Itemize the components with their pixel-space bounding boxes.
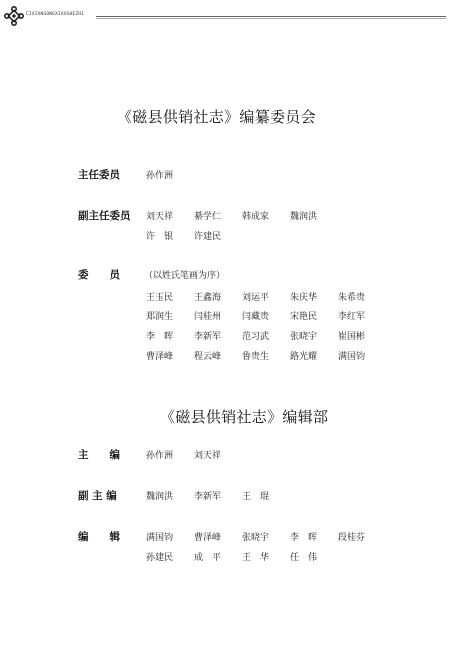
chief-editor-name: 刘天祥 bbox=[194, 451, 222, 461]
deputy-editor-name: 魏润洪 bbox=[146, 492, 174, 502]
editor-name: 孙建民 bbox=[146, 553, 174, 563]
member-name: 李红军 bbox=[338, 312, 366, 322]
member-order-note: （以姓氏笔画为序） bbox=[144, 271, 226, 281]
editor-name: 王 华 bbox=[242, 553, 270, 563]
member-name: 范习武 bbox=[242, 332, 270, 342]
member-name: 李新军 bbox=[194, 332, 222, 342]
editor-name: 李 晖 bbox=[290, 533, 318, 543]
member-name: 刘运平 bbox=[242, 293, 270, 303]
member-name: 朱庆华 bbox=[290, 293, 318, 303]
editor-name: 满国钧 bbox=[146, 533, 174, 543]
editor-name: 成 平 bbox=[194, 553, 222, 563]
deputy-editor-name: 王 琨 bbox=[242, 492, 270, 502]
editor-name: 曹泽峰 bbox=[194, 533, 222, 543]
member-name: 满国钧 bbox=[338, 352, 366, 362]
member-name: 宋艳民 bbox=[290, 312, 318, 322]
editor-name: 张晓宇 bbox=[242, 533, 270, 543]
editorial-title: 《磁县供销社志》编辑部 bbox=[160, 408, 329, 426]
deputy-editor-label: 副 主 编 bbox=[78, 490, 117, 502]
member-name: 闫桂州 bbox=[194, 312, 222, 322]
editor-label: 编 辑 bbox=[78, 531, 120, 543]
header-rule-thin bbox=[96, 18, 446, 19]
member-name: 崔国彬 bbox=[338, 332, 366, 342]
member-label: 委 员 bbox=[78, 269, 120, 281]
deputy-director-name: 魏润洪 bbox=[290, 212, 318, 222]
deputy-director-name: 许 银 bbox=[146, 232, 174, 242]
header-rule bbox=[96, 16, 446, 17]
member-name: 闫藏贵 bbox=[242, 312, 270, 322]
member-name: 王鑫海 bbox=[194, 293, 222, 303]
member-name: 李 晖 bbox=[146, 332, 174, 342]
running-header-text: CIXIANGONGXIAOSHEZHI bbox=[26, 12, 85, 17]
member-name: 鲁贵生 bbox=[242, 352, 270, 362]
member-name: 路光耀 bbox=[290, 352, 318, 362]
deputy-editor-name: 李新军 bbox=[194, 492, 222, 502]
chief-editor-label: 主 编 bbox=[78, 449, 120, 461]
knot-logo-icon bbox=[4, 6, 24, 26]
chief-editor-name: 孙作洲 bbox=[146, 451, 174, 461]
member-name: 张晓宇 bbox=[290, 332, 318, 342]
director-name: 孙作洲 bbox=[146, 171, 174, 181]
director-label: 主任委员 bbox=[78, 169, 120, 181]
member-name: 程云峰 bbox=[194, 352, 222, 362]
page-header bbox=[4, 6, 446, 26]
deputy-director-name: 刘天祥 bbox=[146, 212, 174, 222]
member-name: 曹泽峰 bbox=[146, 352, 174, 362]
member-name: 朱希贵 bbox=[338, 293, 366, 303]
member-name: 郑润生 bbox=[146, 312, 174, 322]
editor-name: 任 伟 bbox=[290, 553, 318, 563]
deputy-director-name: 綦学仁 bbox=[194, 212, 222, 222]
member-name: 王玉民 bbox=[146, 293, 174, 303]
committee-title: 《磁县供销社志》编纂委员会 bbox=[117, 108, 316, 126]
deputy-director-label: 副主任委员 bbox=[78, 210, 131, 222]
editor-name: 段桂芬 bbox=[338, 533, 366, 543]
deputy-director-name: 许建民 bbox=[194, 232, 222, 242]
deputy-director-name: 韩成家 bbox=[242, 212, 270, 222]
